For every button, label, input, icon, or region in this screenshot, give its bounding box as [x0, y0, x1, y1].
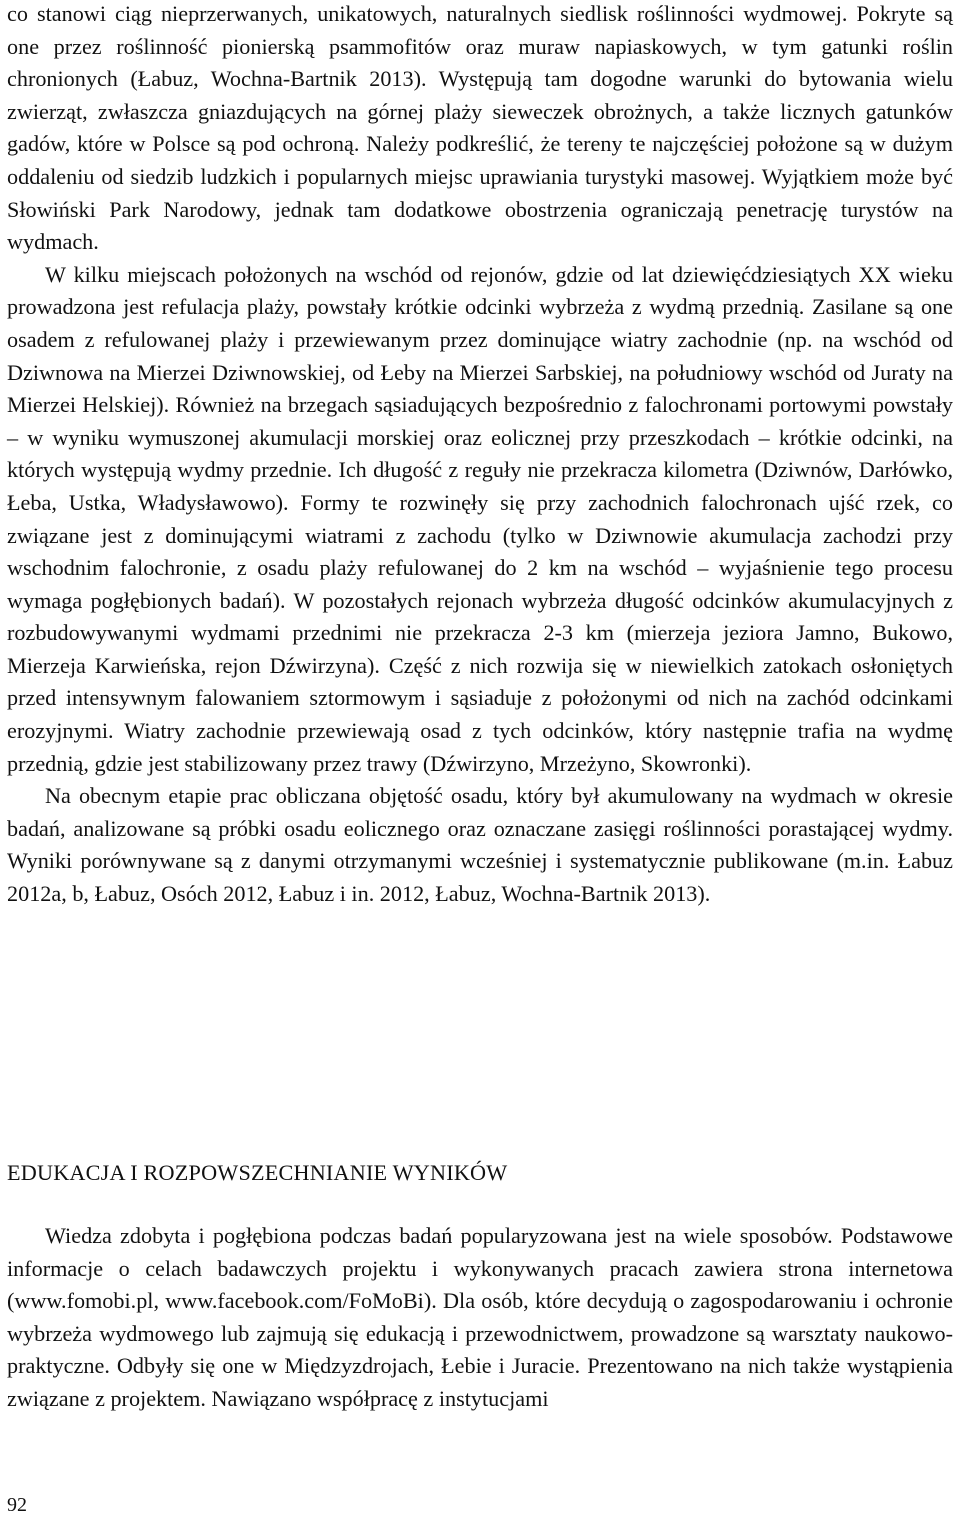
paragraph-refulacja: W kilku miejscach położonych na wschód od rejonów, gdzie od lat dziewięćdziesiątych XX wieku prowadzona jest refulacja plaży, powstały krótkie odcinki wybrzeża z wydmą przednią. Zasilane są one osadem z refulowanej plaży i przewiewanym przez dominujące wiatry zachodnie (np. na wschód od Dziwnowa na Mierzei Dziwnowskiej, od Łeby na Mierzei Sarbskiej, na południowy wschód od Juraty na Mierzei Helskiej). Również na brzegach sąsiadujących bezpośrednio z falochronami portowymi powstały – w wyniku wymuszonej akumulacji morskiej oraz eolicznej przy przeszkodach – krótkie odcinki, na których występują wydmy przednie. Ich długość z reguły nie przekracza kilometra (Dziwnów, Darłówko, Łeba, Ustka, Władysławowo). Formy te rozwinęły się przy zachodnich falochronach ujść rzek, co związane jest z dominującymi wiatrami z zachodu (tylko w Dziwnowie akumulacja zachodzi przy wschodnim falochronie, z osadu plaży refulowanej do 2 km na wschód – wyjaśnienie tego procesu wymaga pogłębionych badań). W pozostałych rejonach wybrzeża długość odcinków akumulacyjnych z rozbudowywanymi wydmami przednimi nie przekracza 2-3 km (mierzeja jeziora Jamno, Bukowo, Mierzeja Karwieńska, rejon Dźwirzyna). Część z nich rozwija się w niewielkich zatokach osłoniętych przed intensywnym falowaniem sztormowym i sąsiaduje z położonymi od nich na zachód odcinkami erozyjnymi. Wiatry zachodnie przewiewają osad z tych odcinków, który następnie trafia na wydmę przednią, gdzie jest stabilizowany przez trawy (Dźwirzyno, Mrzeżyno, Skowronki). [7, 261, 953, 776]
section-heading: EDUKACJA I ROZPOWSZECHNIANIE WYNIKÓW [7, 1160, 508, 1185]
body-text-bottom [7, 1220, 953, 1416]
body-text-top [7, 0, 953, 911]
paragraph-edukacja: Wiedza zdobyta i pogłębiona podczas badań popularyzowana jest na wiele sposobów. Podstawowe informacje o celach badawczych projektu i wykonywanych pracach zawiera strona internetowa (www.fomobi.pl, www.facebook.com/FoMoBi). Dla osób, które decydują o zagospodarowaniu i ochronie wybrzeża wydmowego lub zajmują się edukacją i przewodnictwem, prowadzone są warsztaty naukowo-praktyczne. Odbyły się one w Międzyzdrojach, Łebie i Juracie. Prezentowano na nich także wystąpienia związane z projektem. Nawiązano współpracę z instytucjami [7, 1223, 953, 1411]
page-number: 92 [7, 1494, 27, 1516]
paragraph-obecny-etap: Na obecnym etapie prac obliczana objętość osadu, który był akumulowany na wydmach w okresie badań, analizowane są próbki osadu eolicznego oraz oznaczane zasięgi roślinności porastającej wydmy. Wyniki porównywane są z danymi otrzymanymi wcześniej i systematycznie publikowane (m.in. Łabuz 2012a, b, Łabuz, Osóch 2012, Łabuz i in. 2012, Łabuz, Wochna-Bartnik 2013). [7, 783, 953, 907]
paragraph-continued: co stanowi ciąg nieprzerwanych, unikatowych, naturalnych siedlisk roślinności wydmowej. Pokryte są one przez roślinność pionierską psammofitów oraz muraw napiaskowych, w tym gatunki roślin chronionych (Łabuz, Wochna-Bartnik 2013). Występują tam dogodne warunki do bytowania wielu zwierząt, zwłaszcza gniazdujących na górnej plaży sieweczek obrożnych, a także licznych gatunków gadów, które w Polsce są pod ochroną. Należy podkreślić, że tereny te najczęściej położone są w dużym oddaleniu od siedzib ludzkich i popularnych miejsc uprawiania turystyki masowej. Wyjątkiem może być Słowiński Park Narodowy, jednak tam dodatkowe obostrzenia ograniczają penetrację turystów na wydmach. [7, 1, 953, 255]
